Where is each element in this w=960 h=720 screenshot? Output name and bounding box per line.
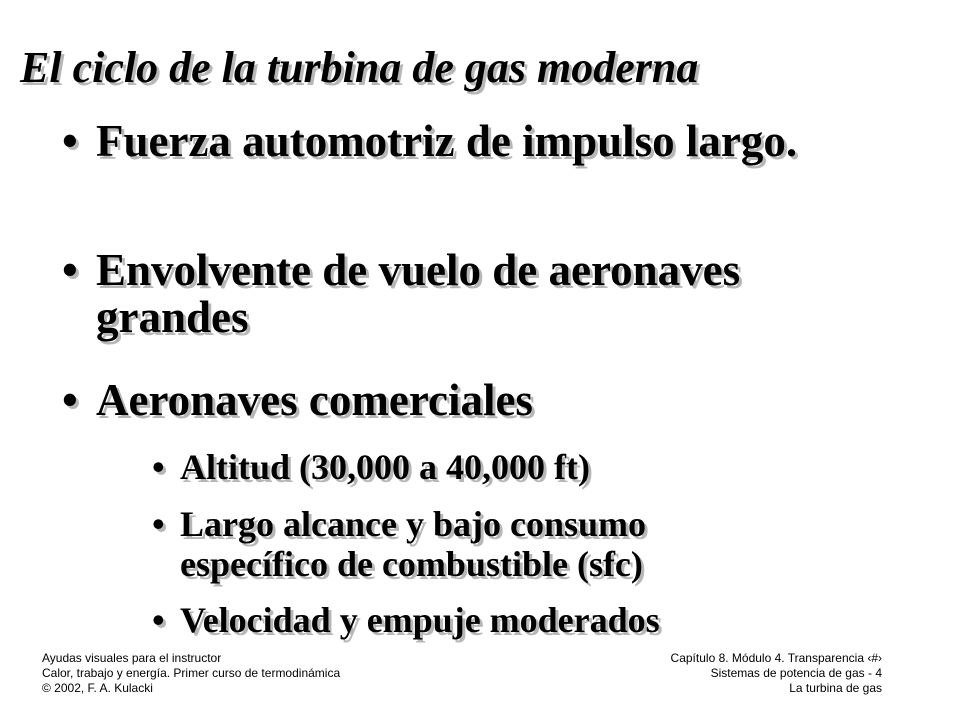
sub-bullet-marker: • [152,447,165,487]
bullet-text: Envolvente de vuelo de aeronaves grandes [96,245,741,342]
sub-bullet-text: Altitud (30,000 a 40,000 ft) [180,447,590,487]
sub-bullet-item [152,447,800,487]
footer-left-line: © 2002, F. A. Kulacki [42,681,153,695]
bullet-marker: • [62,245,78,295]
bullet-item [62,377,896,424]
slide-title: El ciclo de la turbina de gas moderna [20,43,699,92]
footer-right-line: Sistemas de potencia de gas - 4 [710,666,882,680]
bullet-text: Fuerza automotriz de impulso largo. [96,116,798,166]
footer-right-line: Capítulo 8. Módulo 4. Transparencia ‹#› [670,651,882,665]
sub-bullet-text: Velocidad y empuje moderados [180,600,660,640]
footer-right [671,651,882,720]
sub-bullet-item [152,504,800,584]
bullet-marker: • [62,116,78,166]
footer-left [42,651,340,720]
sub-bullet-marker: • [152,504,165,544]
sub-bullet-item [152,600,800,640]
bullet-text: Aeronaves comerciales [96,375,533,425]
bullet-item [62,247,896,341]
footer-left-line: Ayudas visuales para el instructor [42,651,222,665]
footer-right-line: La turbina de gas [789,681,882,695]
sub-bullet-text: Largo alcance y bajo consumo específico de combustible (sfc) [180,504,646,584]
sub-bullet-marker: • [152,600,165,640]
footer-left-line: Calor, trabajo y energía. Primer curso de termodinámica [42,666,341,680]
bullet-marker: • [62,375,78,425]
bullet-item [62,118,896,165]
